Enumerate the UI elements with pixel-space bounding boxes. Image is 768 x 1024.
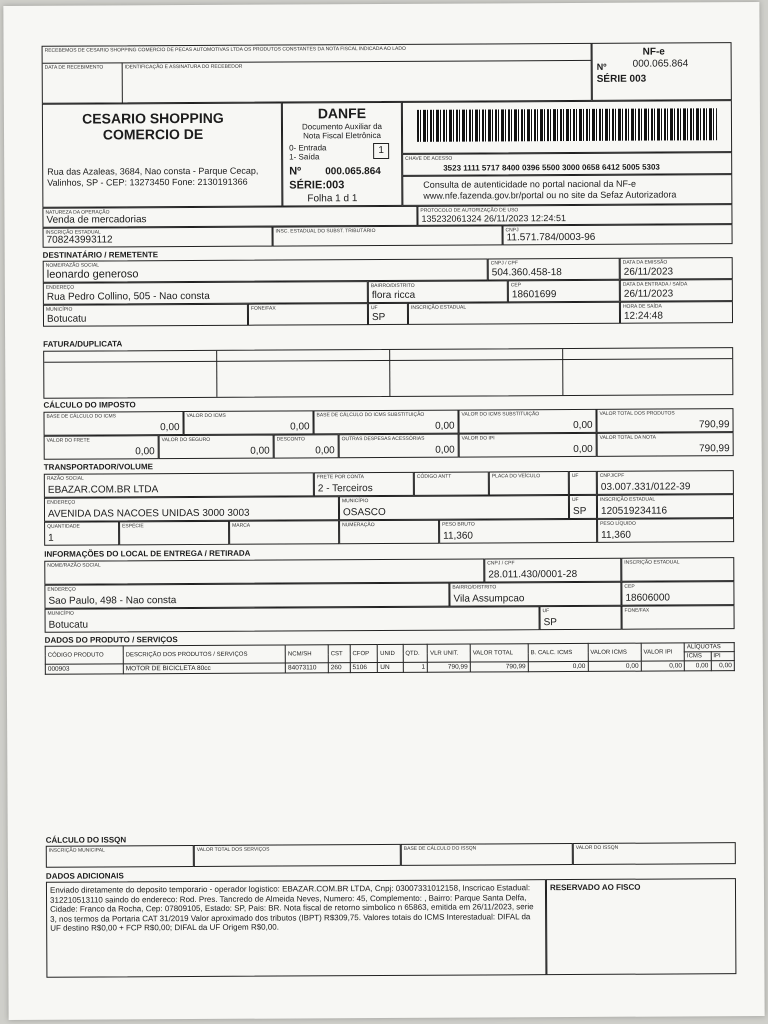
recipient-uf-value: SP [371, 311, 386, 324]
note-total-field [597, 432, 734, 457]
other-expenses-value: 0,00 [435, 444, 455, 456]
additional-section-title: DADOS ADICIONAIS [45, 871, 124, 881]
issqn-services-field [194, 844, 401, 867]
danfe-title: DANFE [317, 105, 367, 122]
recipient-cep-value: 18601699 [511, 289, 557, 301]
barcode-icon [417, 108, 717, 142]
delivery-uf-field [540, 606, 622, 630]
freight-value: 0,00 [135, 446, 155, 458]
insurance-label: VALOR DO SEGURO [161, 436, 211, 444]
danfe-subtitle-2: Nota Fiscal Eletrônica [303, 131, 381, 141]
col-header-code: CÓDIGO PRODUTO [45, 646, 123, 664]
access-key-value: 3523 1111 5717 8400 0396 5500 3000 0658 6412 5005 5303 [443, 162, 660, 173]
issuer-name-line1: CESARIO SHOPPING [82, 109, 224, 127]
col-header-total: VALOR TOTAL [470, 644, 528, 662]
products-section-title: DADOS DO PRODUTO / SERVIÇOS [44, 635, 178, 645]
danfe-operation-type: 1 [373, 143, 389, 159]
delivery-cnpj-label: CNPJ / CPF [487, 560, 515, 567]
note-total-label: VALOR TOTAL DA NOTA [599, 434, 656, 441]
carrier-uf-label: UF [571, 472, 579, 480]
delivery-address-field [44, 583, 449, 609]
danfe-entry-option: 0- Entrada [289, 143, 327, 153]
authenticity-text-2: www.nfe.fazenda.gov.br/portal ou no site da Sefaz Autorizadora [423, 189, 677, 201]
volume-numbering-field [339, 520, 439, 545]
danfe-page: Folha 1 d 1 [307, 193, 358, 205]
col-header-unit-value: VLR UNIT. [428, 644, 471, 662]
receipt-series: SÉRIE 003 [596, 73, 647, 85]
carrier-cnpj-field [597, 470, 734, 495]
carrier-ie-value: 120519234116 [600, 505, 668, 517]
recipient-address-value: Rua Pedro Collino, 505 - Nao consta [46, 290, 210, 303]
cell-description: MOTOR DE BICICLETA 80cc [123, 663, 285, 674]
issuer-box [42, 103, 283, 208]
discount-field [274, 434, 339, 458]
tax-section-title: CÁLCULO DO IMPOSTO [43, 400, 136, 410]
delivery-ie-field [621, 557, 734, 582]
delivery-section-title: INFORMAÇÕES DO LOCAL DE ENTREGA / RETIRADA [44, 548, 251, 559]
carrier-section-title: TRANSPORTADOR/VOLUME [43, 462, 153, 472]
col-header-unit: UNID [378, 644, 403, 662]
operation-nature-field [42, 206, 417, 228]
icms-st-base-value: 0,00 [435, 420, 455, 432]
recipient-district-label: BAIRRO/DISTRITO [370, 282, 415, 290]
icms-base-value: 0,00 [160, 422, 180, 434]
recipient-phone-field [248, 303, 368, 326]
cell-unit: UN [378, 662, 403, 672]
recipient-cep-label: CEP [510, 282, 522, 289]
operation-nature-label: NATUREZA DA OPERAÇÃO [45, 209, 110, 216]
delivery-phone-label: FONE/FAX [624, 607, 650, 614]
cell-unit-value: 790,99 [428, 662, 471, 672]
recipient-address-label: ENDEREÇO [45, 284, 75, 291]
products-total-field [596, 408, 733, 433]
icms-base-label: BASE DE CÁLCULO DO ICMS [46, 413, 116, 420]
other-expenses-field [339, 434, 459, 459]
cell-rate-ipi: 0,00 [711, 661, 734, 671]
discount-label: DESCONTO [276, 436, 305, 443]
recipient-uf-label: UF [370, 305, 378, 312]
danfe-number-label: Nº [289, 165, 302, 178]
issuer-address: Rua das Azaleas, 3684, Nao consta - Parque Cecap, Valinhos, SP - CEP: 13273450 Fone: 2130191366 [47, 165, 259, 188]
receipt-number: 000.065.864 [632, 58, 689, 70]
cell-ncm: 84073110 [285, 663, 328, 673]
authenticity-text-1: Consulta de autenticidade no portal nacional da NF-e [423, 178, 636, 190]
access-key-box [402, 152, 732, 176]
state-registration-field [43, 227, 273, 248]
col-header-rate-ipi: IPI [711, 652, 734, 661]
recipient-city-label: MUNICÍPIO [45, 306, 73, 313]
delivery-cep-value: 18606000 [625, 592, 670, 604]
antt-label: CÓDIGO ANTT [416, 473, 452, 480]
icms-st-label: VALOR DO ICMS SUBSTITUIÇÃO [461, 411, 540, 418]
insurance-field [159, 435, 274, 460]
products-table [45, 642, 735, 675]
state-registration-value: 708243993112 [46, 234, 113, 246]
delivery-phone-field [621, 605, 734, 630]
delivery-city-label: MUNICÍPIO [47, 610, 74, 617]
other-expenses-label: OUTRAS DESPESAS ACESSÓRIAS [341, 435, 425, 443]
volume-species-field [119, 521, 229, 546]
fisco-box [546, 878, 737, 975]
delivery-address-value: Sao Paulo, 498 - Nao consta [48, 595, 177, 607]
recipient-cep-field [508, 280, 620, 303]
gross-weight-value: 11,360 [443, 530, 474, 542]
discount-value: 0,00 [315, 445, 335, 457]
carrier-address-value: AVENIDA DAS NACOES UNIDAS 3000 3003 [47, 507, 250, 520]
cell-rate-icms: 0,00 [684, 661, 710, 671]
issqn-value-label: VALOR DO ISSQN [575, 844, 619, 852]
products-total-value: 790,99 [698, 419, 730, 431]
danfe-series: SÉRIE:003 [289, 179, 345, 192]
receipt-number-label: Nº [596, 61, 607, 72]
carrier-address-field [44, 496, 339, 522]
danfe-number: 000.065.864 [325, 166, 381, 178]
exit-time-field [620, 301, 733, 324]
danfe-subtitle-1: Documento Auxiliar da [301, 122, 383, 132]
volume-numbering-label: NUMERAÇÃO [342, 522, 375, 529]
icms-st-value: 0,00 [573, 419, 593, 432]
recipient-uf-field [368, 303, 408, 325]
carrier-uf2-field [569, 495, 597, 519]
recipient-ie-label: INSCRIÇÃO ESTADUAL [410, 304, 467, 311]
vehicle-plate-field [489, 471, 569, 495]
volume-qty-field [44, 521, 119, 545]
carrier-city-label: MUNICÍPIO [341, 498, 369, 505]
st-registration-field [273, 225, 503, 246]
recipient-cpf-label: CNPJ / CPF [490, 260, 518, 267]
delivery-district-value: Vila Assumpcao [453, 593, 525, 605]
cell-cst: 260 [328, 663, 350, 673]
recipient-city-value: Botucatu [46, 313, 87, 325]
delivery-district-field [449, 582, 621, 607]
carrier-name-field [44, 472, 314, 497]
ipi-value: 0,00 [573, 443, 593, 456]
net-weight-field [597, 518, 734, 543]
receipt-date-label: DATA DE RECEBIMENTO [44, 64, 104, 71]
receipt-statement: RECEBEMOS DE CESARIO SHOPPING COMERCIO DE PECAS AUTOMOTIVAS LTDA OS PRODUTOS CONSTANTES DA NOTA FISCAL INDICADA AO LADO [44, 45, 406, 54]
carrier-name-label: RAZÃO SOCIAL [46, 475, 84, 482]
issqn-municipal-label: INSCRIÇÃO MUNICIPAL [48, 847, 105, 854]
icms-st-base-label: BASE DE CÁLCULO DO ICMS SUBSTITUIÇÃO [316, 411, 425, 419]
additional-info-text: Enviado diretamente do deposito temporario - operador logistico: EBAZAR.COM.BR LTDA, Cnpj: 03007331012158, Inscricao Estadual: 312210513110 saindo do endereco: Rod. Pres. Tancredo de Almeida Neves, Numero: 45, Complemento: , Bairro: Parque Santa Delfa, Cidade: Franco da Rocha, Cep: 07809105, Estado: SP, Pais: BR. Nota fiscal de retorno simbolico n 65863, emitida em 26/11/2023, serie 3, nos termos da Portaria CAT 31/2019 Valor aproximado dos tributos (IBPT) R$309,75. Valores totais do ICMS Interestadual: DIFAL da UF destino R$0,00 + FCP R$0,00; DIFAL da UF Origem R$0,00. [49, 883, 534, 933]
icms-value-field [183, 410, 313, 435]
col-header-icms: VALOR ICMS [588, 643, 641, 661]
issuer-cnpj-field [503, 224, 733, 245]
delivery-cnpj-value: 28.011.430/0001-28 [488, 568, 578, 581]
emission-date-value: 26/11/2023 [623, 266, 674, 278]
authenticity-box [402, 174, 732, 206]
exit-date-label: DATA DA ENTRADA / SAÍDA [622, 281, 688, 288]
receipt-nfe-box [592, 42, 732, 101]
paper-sheet [3, 2, 764, 1020]
recipient-name-field [43, 258, 488, 282]
recipient-city-field [43, 304, 248, 327]
exit-time-label: HORA DE SAÍDA [622, 303, 662, 310]
delivery-district-label: BAIRRO/DISTRITO [452, 584, 497, 591]
col-header-ncm: NCM/SH [285, 645, 328, 663]
recipient-phone-label: FONE/FAX [250, 305, 276, 312]
issqn-value-field [573, 842, 736, 865]
volume-species-label: ESPÉCIE [122, 523, 144, 530]
receipt-signature-field [123, 60, 592, 103]
protocol-value: 135232061324 26/11/2023 12:24:51 [421, 213, 566, 224]
col-header-description: DESCRIÇÃO DOS PRODUTOS / SERVIÇOS [123, 645, 285, 664]
recipient-ie-field [408, 302, 620, 325]
note-total-value: 790,99 [699, 443, 730, 455]
receipt-stub [42, 43, 592, 104]
carrier-cnpj-label: CNPJ/CPF [599, 472, 625, 479]
vehicle-plate-label: PLACA DO VEÍCULO [491, 473, 541, 480]
carrier-uf-field [569, 471, 597, 495]
additional-info-box [46, 879, 546, 978]
operation-nature-value: Venda de mercadorias [46, 214, 147, 226]
icms-st-field [458, 409, 596, 434]
products-total-label: VALOR TOTAL DOS PRODUTOS [599, 410, 675, 417]
receipt-nfe-label: NF-e [642, 46, 665, 58]
issuer-name-line2: COMERCIO DE [102, 125, 204, 143]
net-weight-label: PESO LÍQUIDO [600, 520, 636, 527]
delivery-cep-field [621, 581, 734, 606]
receipt-date-field [43, 62, 123, 103]
volume-brand-label: MARCA [232, 522, 251, 529]
insurance-value: 0,00 [250, 445, 270, 457]
ipi-field [459, 433, 597, 458]
recipient-district-field [368, 280, 508, 303]
delivery-name-label: NOME/RAZÃO SOCIAL [47, 562, 101, 569]
icms-st-base-field [313, 410, 458, 435]
cell-icms-base: 0,00 [528, 661, 588, 671]
carrier-city-field [339, 495, 569, 520]
delivery-address-label: ENDEREÇO [47, 586, 76, 593]
danfe-box [282, 102, 403, 207]
carrier-ie-field [597, 494, 734, 519]
cell-qty: 1 [403, 662, 428, 672]
state-registration-label: INSCRIÇÃO ESTADUAL [45, 229, 101, 236]
delivery-uf-label: UF [542, 608, 550, 615]
recipient-cpf-value: 504.360.458-18 [491, 267, 562, 279]
delivery-cnpj-field [484, 558, 621, 583]
net-weight-value: 11,360 [601, 529, 632, 541]
col-header-ipi: VALOR IPI [641, 643, 684, 661]
col-header-rate-icms: ICMS [684, 652, 710, 661]
fisco-label: RESERVADO AO FISCO [549, 882, 641, 893]
carrier-city-value: OSASCO [342, 506, 386, 519]
invoice-section-title: FATURA/DUPLICATA [43, 339, 123, 349]
volume-brand-field [229, 520, 339, 545]
protocol-field [417, 204, 732, 226]
protocol-label: PROTOCOLO DE AUTORIZAÇÃO DE USO [420, 207, 519, 214]
recipient-name-value: leonardo generoso [46, 268, 139, 281]
volume-qty-value: 1 [48, 532, 54, 544]
issqn-base-field [401, 843, 573, 866]
issqn-municipal-field [46, 845, 194, 868]
invoice-box [43, 347, 733, 399]
issqn-section-title: CÁLCULO DO ISSQN [45, 835, 127, 845]
emission-date-field [620, 257, 733, 280]
delivery-name-field [44, 558, 484, 584]
freight-mode-field [314, 472, 414, 497]
delivery-city-value: Botucatu [48, 619, 89, 631]
delivery-uf-value: SP [543, 617, 557, 629]
cell-code: 000903 [45, 664, 123, 674]
cell-ipi: 0,00 [641, 661, 684, 671]
st-registration-label: INSC. ESTADUAL DO SUBST. TRIBUTÁRIO [275, 228, 376, 235]
issqn-base-label: BASE DE CÁLCULO DO ISSQN [403, 845, 477, 852]
exit-time-value: 12:24:48 [623, 310, 663, 322]
carrier-address-label: ENDEREÇO [46, 499, 76, 506]
col-header-rates: ALÍQUOTAS [684, 643, 734, 652]
freight-label: VALOR DO FRETE [46, 437, 90, 444]
icms-value-label: VALOR DO ICMS [186, 412, 226, 420]
delivery-cep-label: CEP [624, 583, 635, 590]
exit-date-value: 26/11/2023 [623, 288, 674, 300]
freight-mode-value: 2 - Terceiros [317, 483, 373, 495]
gross-weight-label: PESO BRUTO [442, 521, 475, 528]
recipient-section-title: DESTINATÁRIO / REMETENTE [42, 250, 159, 260]
issuer-cnpj-value: 11.571.784/0003-96 [506, 231, 596, 244]
issqn-services-label: VALOR TOTAL DOS SERVIÇOS [196, 846, 270, 853]
recipient-name-label: NOME/RAZÃO SOCIAL [45, 262, 100, 269]
receipt-signature-label: IDENTIFICAÇÃO E ASSINATURA DO RECEBEDOR [124, 63, 243, 71]
danfe-exit-option: 1- Saída [289, 152, 320, 162]
cell-total: 790,99 [470, 662, 528, 672]
recipient-district-value: flora ricca [371, 289, 416, 302]
gross-weight-field [439, 519, 597, 544]
col-header-cst: CST [328, 645, 350, 663]
delivery-ie-label: INSCRIÇÃO ESTADUAL [624, 559, 680, 566]
carrier-ie-label: INSCRIÇÃO ESTADUAL [599, 496, 656, 503]
danfe-document [42, 42, 732, 933]
ipi-label: VALOR DO IPI [461, 435, 495, 442]
emission-date-label: DATA DA EMISSÃO [622, 259, 668, 266]
products-header-row [45, 643, 734, 656]
issuer-cnpj-label: CNPJ [505, 227, 519, 234]
icms-base-field [43, 411, 183, 436]
cell-cfop: 5106 [350, 663, 378, 673]
freight-field [44, 435, 159, 460]
col-header-cfop: CFOP [350, 645, 378, 663]
freight-mode-label: FRETE POR CONTA [316, 474, 364, 481]
carrier-cnpj-value: 03.007.331/0122-39 [600, 481, 691, 493]
carrier-uf2-label: UF [571, 496, 579, 504]
exit-date-field [620, 279, 733, 302]
antt-field [414, 471, 489, 495]
recipient-address-field [43, 281, 368, 305]
volume-qty-label: QUANTIDADE [47, 523, 80, 530]
icms-value: 0,00 [290, 421, 310, 433]
carrier-name-value: EBAZAR.COM.BR LTDA [47, 484, 159, 496]
recipient-cpf-field [488, 258, 620, 281]
cell-icms: 0,00 [588, 661, 641, 671]
carrier-uf2-value: SP [572, 505, 587, 518]
access-key-label: CHAVE DE ACESSO [405, 155, 453, 162]
col-header-qty: QTD. [403, 644, 428, 662]
delivery-city-field [45, 606, 540, 633]
col-header-icms-base: B. CALC. ICMS [528, 643, 588, 661]
